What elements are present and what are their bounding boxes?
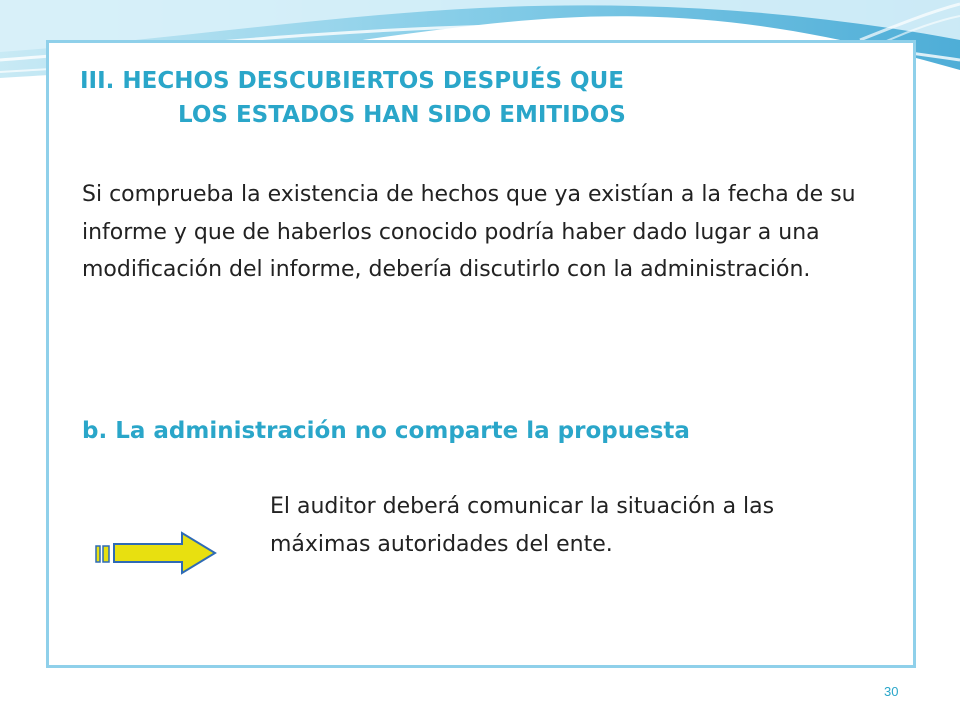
slide-title — [80, 64, 900, 132]
body-paragraph: Si comprueba la existencia de hechos que ya existían a la fecha de su informe y que de haberlos conocido podría haber dado lugar a una modificación del informe, debería discutirlo con la administración. — [82, 182, 856, 282]
page-number: 30 — [884, 684, 899, 699]
subheading: b. La administración no comparte la propuesta — [82, 418, 690, 444]
slide-title-line2: LOS ESTADOS HAN SIDO EMITIDOS — [178, 102, 626, 128]
action-text: El auditor deberá comunicar la situación a las máximas autoridades del ente. — [270, 494, 775, 557]
slide-title-line1: III. HECHOS DESCUBIERTOS DESPUÉS QUE — [80, 68, 624, 94]
right-arrow-icon — [94, 530, 218, 576]
